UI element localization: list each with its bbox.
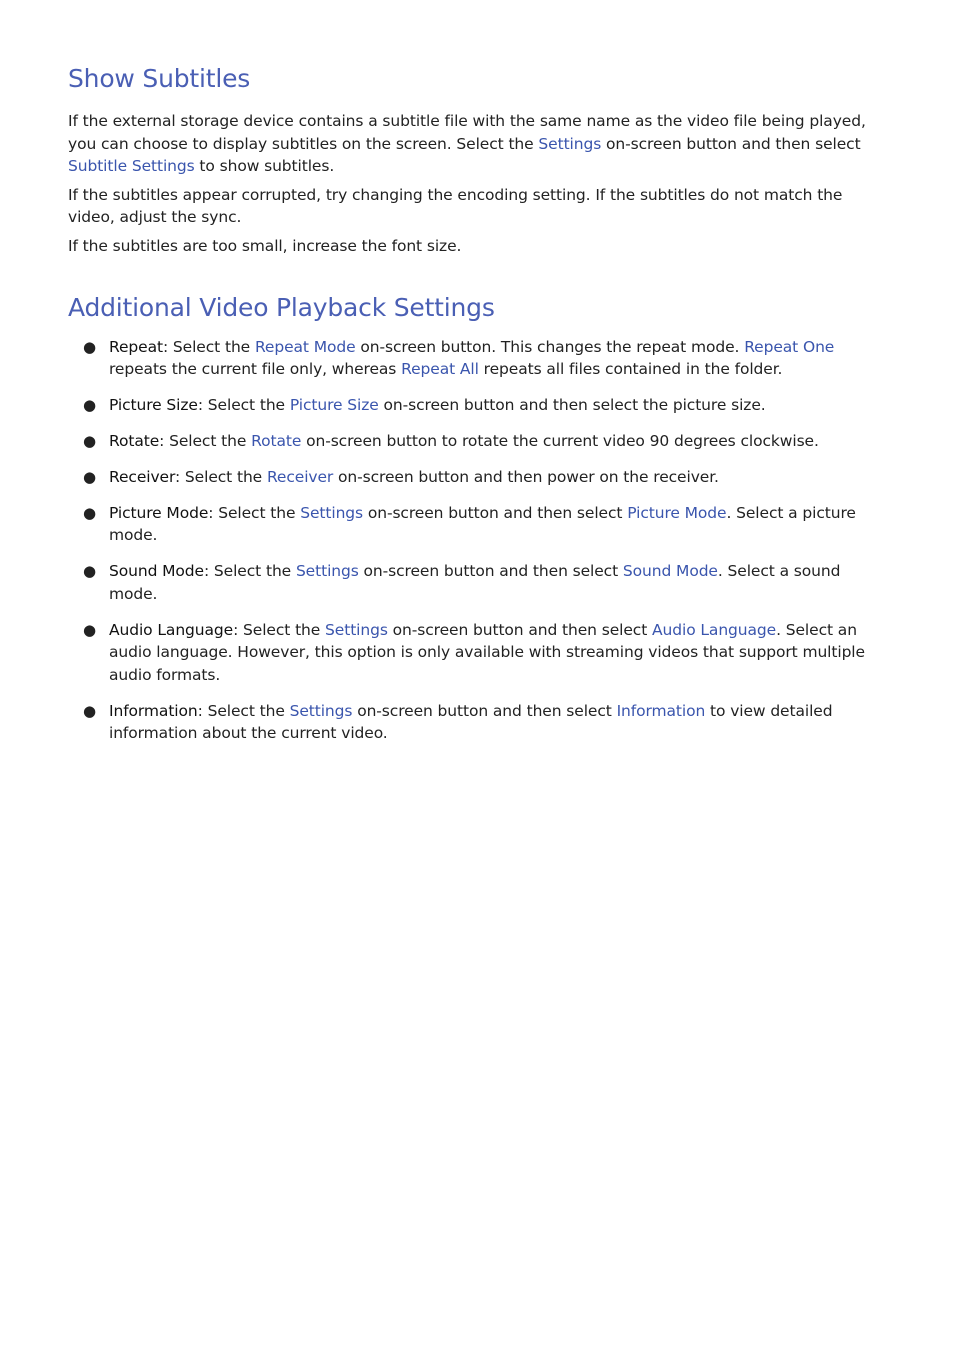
text: : Select the <box>197 701 290 720</box>
text: : Select the <box>233 620 326 639</box>
bullet: ● <box>83 503 96 522</box>
heading-additional-video-playback-settings: Additional Video Playback Settings <box>68 292 495 322</box>
item-label: Receiver <box>109 467 175 486</box>
ui-term-receiver: Receiver <box>266 467 334 486</box>
item-label: Sound Mode <box>109 562 204 581</box>
text: . Select an audio language. However, this option is only available with streaming videos that support multiple audio formats. <box>109 620 865 684</box>
list-item-picture-size <box>68 394 880 417</box>
text: on-screen button. This changes the repeat mode. <box>355 337 745 356</box>
text: on-screen button to rotate the current video 90 degrees clockwise. <box>301 431 819 450</box>
item-label: Information <box>109 701 198 720</box>
paragraph-subtitle-file <box>68 110 880 178</box>
item-label: Repeat <box>109 337 163 356</box>
ui-term-settings: Settings <box>538 134 602 153</box>
ui-term-repeat-one: Repeat One <box>744 337 835 356</box>
text: repeats all files contained in the folder. <box>478 360 783 379</box>
ui-term-repeat-all: Repeat All <box>401 360 479 379</box>
text: to show subtitles. <box>194 157 335 176</box>
text: If the external storage device contains a subtitle file with the same name as the video file being played, you can choose to display subtitles on the screen. Select the <box>68 112 866 153</box>
ui-term-settings: Settings <box>295 562 359 581</box>
list-item-repeat <box>68 336 880 381</box>
text: on-screen button and then select <box>352 701 617 720</box>
list-item-audio-language <box>68 619 880 687</box>
text: . Select a sound mode. <box>109 562 841 603</box>
text: : Select the <box>174 467 267 486</box>
text: repeats the current file only, whereas <box>109 360 402 379</box>
text: : Select the <box>162 337 255 356</box>
list-item-sound-mode <box>68 560 880 605</box>
settings-list <box>68 336 880 745</box>
text: . Select a picture mode. <box>109 503 856 545</box>
text: to view detailed information about the current video. <box>109 701 833 743</box>
list-item-rotate <box>68 430 880 453</box>
text: : Select the <box>197 396 290 415</box>
ui-term-picture-size: Picture Size <box>289 396 379 415</box>
item-label: Picture Size <box>109 396 198 415</box>
paragraph-subtitles-corrupted: If the subtitles appear corrupted, try changing the encoding setting. If the subtitles do not match the video, adjust the sync. <box>68 185 843 227</box>
ui-term-settings: Settings <box>300 503 364 522</box>
paragraph-subtitles-small: If the subtitles are too small, increase the font size. <box>68 236 462 255</box>
ui-term-settings: Settings <box>325 620 388 639</box>
document-page <box>68 62 880 758</box>
ui-term-picture-mode: Picture Mode <box>627 503 727 522</box>
item-label: Audio Language <box>109 620 234 639</box>
text: on-screen button and then select <box>358 562 623 581</box>
text: : Select the <box>208 503 301 522</box>
ui-term-audio-language: Audio Language <box>652 620 777 639</box>
list-item-picture-mode <box>68 502 880 547</box>
bullet: ● <box>83 431 96 450</box>
item-label: Picture Mode <box>109 503 209 522</box>
bullet: ● <box>83 396 96 415</box>
list-item-receiver <box>68 466 880 489</box>
bullet: ● <box>83 337 96 356</box>
bullet: ● <box>83 620 96 639</box>
text: on-screen button and then power on the receiver. <box>333 467 719 486</box>
ui-term-sound-mode: Sound Mode <box>622 562 718 581</box>
text: on-screen button and then select <box>363 503 628 522</box>
text: : Select the <box>159 431 252 450</box>
list-item-information <box>68 700 880 745</box>
heading-show-subtitles: Show Subtitles <box>68 64 251 93</box>
bullet: ● <box>83 701 96 720</box>
bullet: ● <box>83 467 96 486</box>
ui-term-repeat-mode: Repeat Mode <box>254 337 356 356</box>
ui-term-settings: Settings <box>289 701 353 720</box>
text: : Select the <box>203 562 296 581</box>
bullet: ● <box>83 562 96 581</box>
ui-term-rotate: Rotate <box>251 431 302 450</box>
ui-term-subtitle-settings: Subtitle Settings <box>68 157 195 176</box>
text: on-screen button and then select <box>387 620 653 639</box>
text: on-screen button and then select <box>601 134 861 153</box>
ui-term-information: Information <box>616 701 706 720</box>
text: on-screen button and then select the picture size. <box>378 396 766 415</box>
item-label: Rotate <box>109 431 160 450</box>
